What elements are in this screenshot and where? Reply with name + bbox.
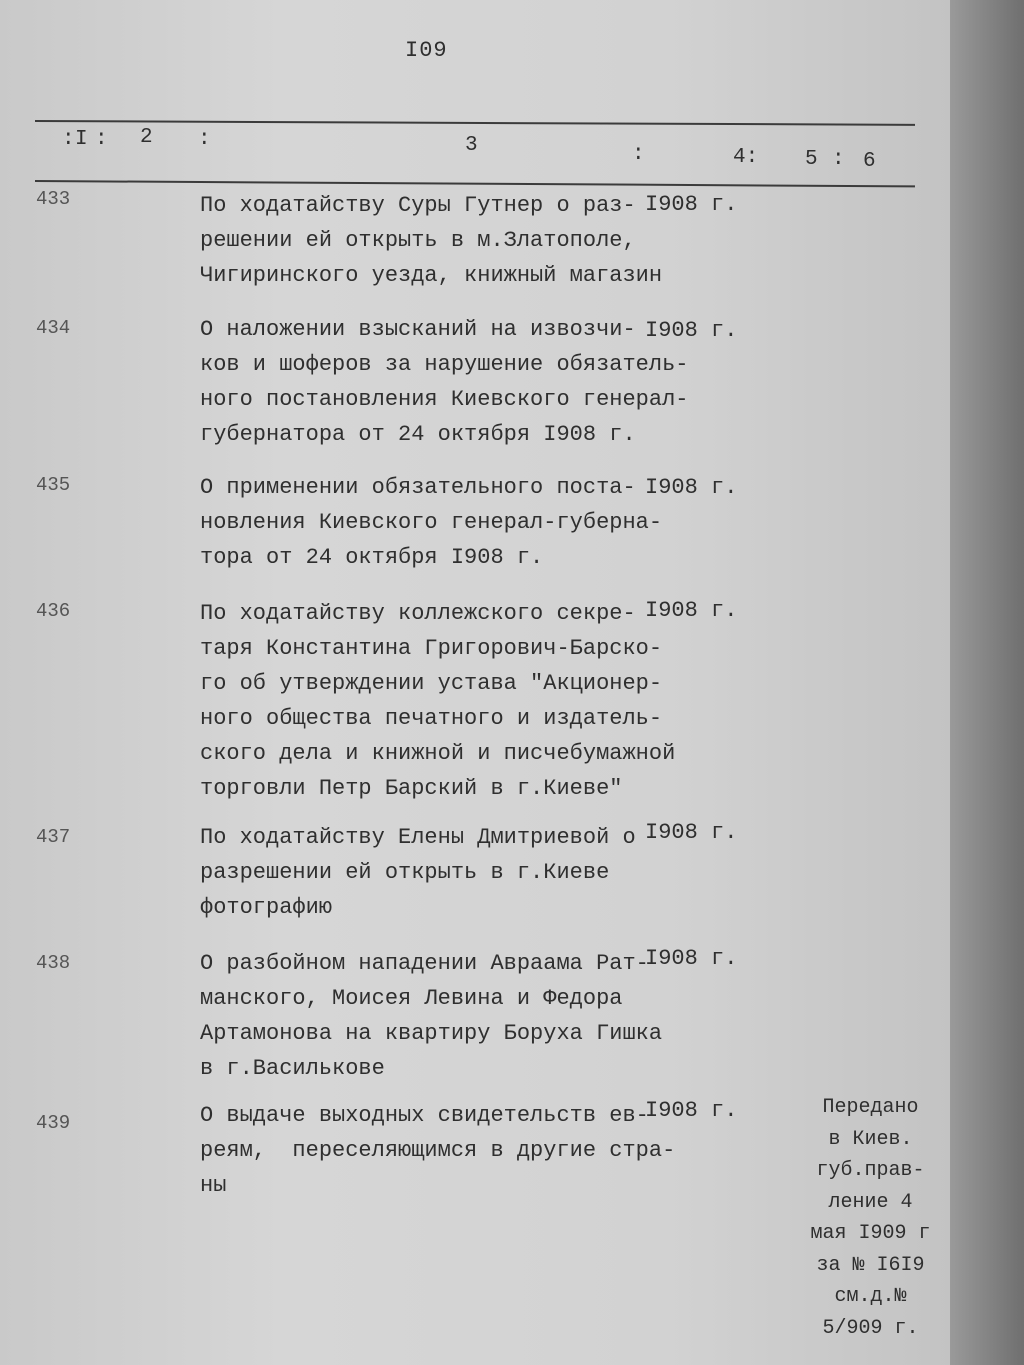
- entry-number: 436: [36, 600, 71, 622]
- column-header-separator: :: [62, 128, 75, 151]
- entry-description: По ходатайству коллежского секре- таря Константина Григорович-Барско- го об утверждении устава "Акционер- ного общества печатного и издатель- ского дела и книжной и писчебумажной торговли Петр Барский в г.Киеве": [200, 601, 676, 801]
- entry-number: 437: [36, 826, 71, 848]
- entry-year: I908 г.: [645, 318, 738, 343]
- entry-year: I908 г.: [645, 946, 738, 971]
- column-header-2: 2: [140, 126, 153, 149]
- entry-year: I908 г.: [645, 192, 738, 217]
- column-header-separator: :: [632, 143, 645, 166]
- column-header-separator: :: [832, 148, 845, 171]
- entry-description: О применении обязательного поста- новления Киевского генерал-губерна- тора от 24 октября I908 г.: [200, 475, 663, 570]
- entry-number: 438: [36, 952, 71, 974]
- entry-year: I908 г.: [645, 598, 738, 623]
- column-header-6: 6: [863, 150, 876, 173]
- entry-description: О разбойном нападении Авраама Рат- манского, Моисея Левина и Федора Артамонова на квартиру Боруха Гишка в г.Василькове: [200, 951, 663, 1081]
- transfer-note: Передано в Киев. губ.прав- ление 4 мая I909 г за № I6I9 см.д.№ 5/909 г.: [810, 1096, 931, 1340]
- header-top-rule: [35, 120, 915, 126]
- entry-number: 439: [36, 1112, 71, 1134]
- column-header-1: I: [75, 128, 88, 151]
- page-number: I09: [405, 38, 448, 63]
- entry-number: 434: [36, 317, 71, 339]
- entry-description: О выдаче выходных свидетельств ев- реям, переселяющимся в другие стра- ны: [200, 1103, 676, 1198]
- column-header-5: 5: [805, 148, 818, 171]
- entry-year: I908 г.: [645, 1098, 738, 1123]
- entry-year: I908 г.: [645, 820, 738, 845]
- column-header-separator: :: [198, 128, 211, 151]
- entry-number: 433: [36, 188, 71, 210]
- entry-number: 435: [36, 474, 71, 496]
- column-header-4: 4:: [733, 146, 759, 169]
- entry-year: I908 г.: [645, 475, 738, 500]
- header-bottom-rule: [35, 180, 915, 187]
- column-header-separator: :: [95, 128, 108, 151]
- entry-description: По ходатайству Елены Дмитриевой о разрешении ей открыть в г.Киеве фотографию: [200, 825, 636, 920]
- page-edge: [950, 0, 1024, 1365]
- entry-description: По ходатайству Суры Гутнер о раз- решении ей открыть в м.Златополе, Чигиринского уезда, книжный магазин: [200, 193, 663, 288]
- entry-description: О наложении взысканий на извозчи- ков и шоферов за нарушение обязатель- ного постановления Киевского генерал- губернатора от 24 октября I908 г.: [200, 317, 689, 447]
- column-header-3: 3: [465, 134, 478, 157]
